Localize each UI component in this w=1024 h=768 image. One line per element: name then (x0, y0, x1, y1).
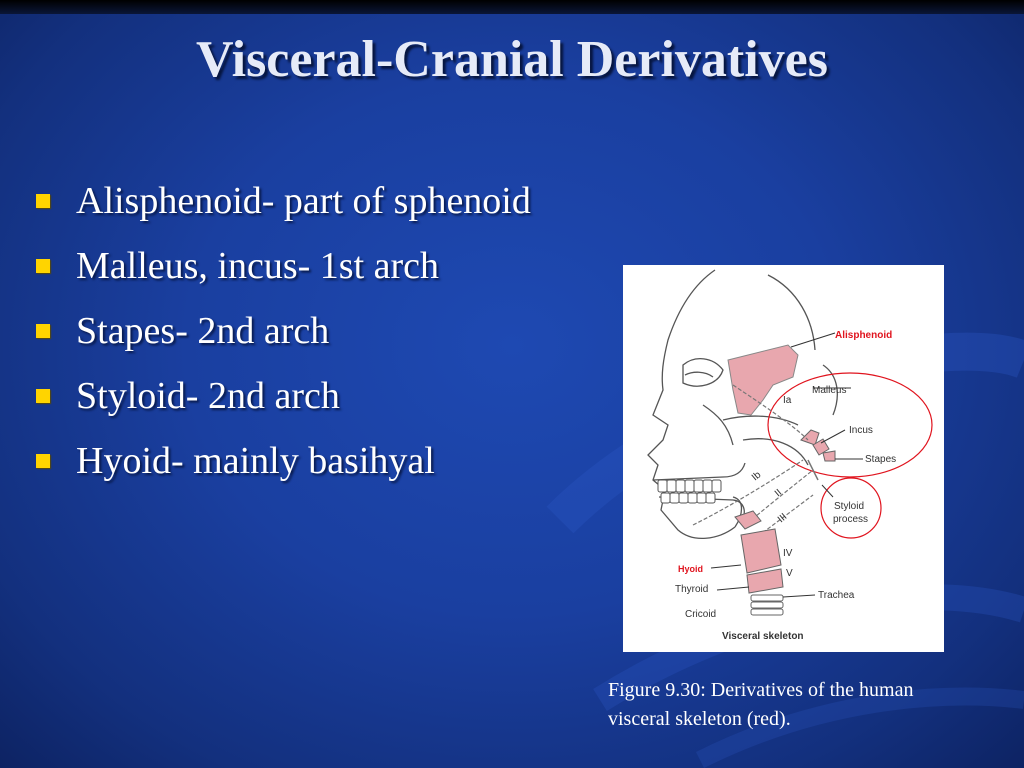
thyroid-cartilage (741, 529, 781, 573)
hyoid-bone (735, 511, 761, 529)
label-iv: IV (783, 548, 793, 559)
lower-teeth (661, 493, 715, 503)
bullet-text: Hyoid- mainly basihyal (76, 440, 435, 482)
square-bullet-icon (36, 259, 50, 273)
label-thyroid: Thyroid (675, 584, 709, 595)
label-trachea: Trachea (818, 590, 855, 601)
label-v: V (786, 568, 793, 579)
caption-line-2: visceral skeleton (red). (608, 708, 791, 730)
square-bullet-icon (36, 454, 50, 468)
label-malleus: Malleus (812, 385, 847, 396)
cricoid-cartilage (747, 569, 783, 593)
skull-diagram (623, 265, 944, 652)
label-incus: Incus (849, 425, 873, 436)
bullet-item (36, 373, 531, 438)
label-styloid-line1: Styloid (834, 501, 865, 512)
label-ib: Ib (749, 469, 764, 484)
figure-caption (608, 676, 1008, 734)
bullet-list (36, 178, 531, 503)
label-styloid-line2: process (833, 514, 869, 525)
label-iii: III (775, 511, 790, 526)
bullet-item (36, 438, 531, 503)
bullet-text: Stapes- 2nd arch (76, 310, 330, 352)
trachea-rings (751, 595, 783, 615)
top-bar (0, 0, 1024, 14)
label-ii: II (772, 487, 785, 500)
bullet-text: Malleus, incus- 1st arch (76, 245, 440, 287)
square-bullet-icon (36, 324, 50, 338)
ear-ossicles (801, 430, 835, 461)
square-bullet-icon (36, 389, 50, 403)
label-hyoid: Hyoid (678, 564, 704, 574)
bullet-item (36, 178, 531, 243)
visceral-skeleton-figure (623, 265, 944, 652)
figure-inner-caption: Visceral skeleton (722, 631, 804, 642)
bullet-text: Styloid- 2nd arch (76, 375, 340, 417)
label-alisphenoid: Alisphenoid (835, 330, 893, 341)
upper-teeth (658, 480, 721, 492)
caption-line-1: Figure 9.30: Derivatives of the human (608, 679, 914, 701)
label-ia: Ia (783, 395, 792, 406)
bullet-item (36, 243, 531, 308)
bullet-text: Alisphenoid- part of sphenoid (76, 180, 531, 222)
label-stapes: Stapes (865, 454, 897, 465)
slide-title: Visceral-Cranial Derivatives (196, 31, 828, 88)
bullet-item (36, 308, 531, 373)
square-bullet-icon (36, 194, 50, 208)
label-cricoid: Cricoid (685, 609, 717, 620)
